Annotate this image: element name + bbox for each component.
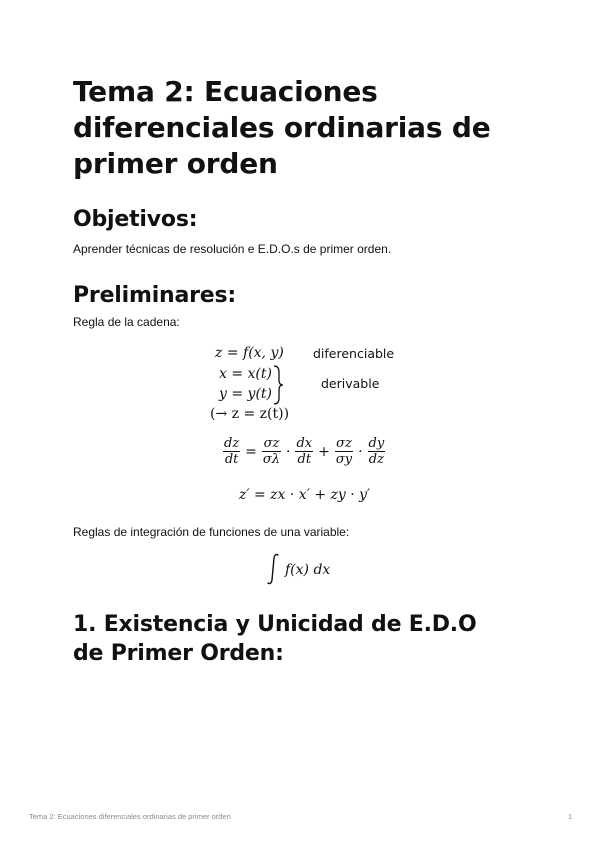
equation-arrow-text: (→ z = z(t)): [210, 406, 290, 422]
fraction-numerator: σz: [336, 436, 352, 451]
right-brace-icon: [272, 364, 286, 406]
equation-zprime-text: z′ = zx · x′ + zy · y′: [239, 487, 371, 503]
integral-sign-icon: [266, 552, 282, 586]
equation-x-text: x = x(t): [219, 366, 272, 382]
equation-y: [219, 386, 272, 402]
integral-expression-text: f(x) dx: [285, 562, 331, 578]
fraction-denominator: σλ: [262, 452, 281, 467]
label-diferenciable: diferenciable: [313, 346, 395, 361]
fraction-denominator: dt: [224, 452, 239, 467]
equals-sign: =: [245, 443, 257, 460]
fraction-dz-dt: [223, 436, 240, 467]
reglas-integracion-label: Reglas de integración de funciones de una variable:: [73, 525, 350, 539]
integral-expression: [285, 562, 330, 578]
fraction-numerator: dy: [368, 436, 385, 451]
fraction-sz-sl: [262, 436, 281, 467]
footer-title: Tema 2: Ecuaciones diferenciales ordinarias de primer orden: [29, 812, 231, 821]
fraction-denominator: dz: [368, 452, 384, 467]
preliminares-heading: Preliminares:: [73, 283, 237, 308]
fraction-numerator: σz: [263, 436, 280, 451]
equation-y-text: y = y(t): [219, 386, 272, 402]
regla-cadena-label: Regla de la cadena:: [73, 315, 180, 329]
objetivos-heading: Objetivos:: [73, 207, 198, 232]
dot-operator: ·: [358, 443, 363, 460]
equation-arrow: [210, 406, 289, 422]
equation-z: [215, 345, 284, 361]
equation-zprime: [239, 487, 370, 503]
section-1-heading: 1. Existencia y Unicidad de E.D.O de Primer Orden:: [73, 612, 477, 666]
fraction-dx-dt: [295, 436, 313, 467]
fraction-sz-sy: [335, 436, 353, 467]
plus-sign: +: [318, 443, 330, 460]
label-derivable: derivable: [321, 376, 380, 391]
fraction-denominator: σy: [335, 452, 353, 467]
fraction-numerator: dz: [224, 436, 240, 451]
objetivos-text: Aprender técnicas de resolución e E.D.O.s de primer orden.: [73, 242, 392, 256]
equation-z-text: z = f(x, y): [215, 345, 284, 361]
fraction-denominator: dt: [297, 452, 312, 467]
dot-operator: ·: [286, 443, 291, 460]
page-title: Tema 2: Ecuaciones diferenciales ordinarias de primer orden: [73, 75, 491, 180]
footer-page-number: 1: [568, 812, 573, 821]
equation-x: [219, 366, 272, 382]
fraction-numerator: dx: [296, 436, 313, 451]
fraction-dy-dz: [368, 436, 386, 467]
derivative-formula: [221, 436, 387, 467]
